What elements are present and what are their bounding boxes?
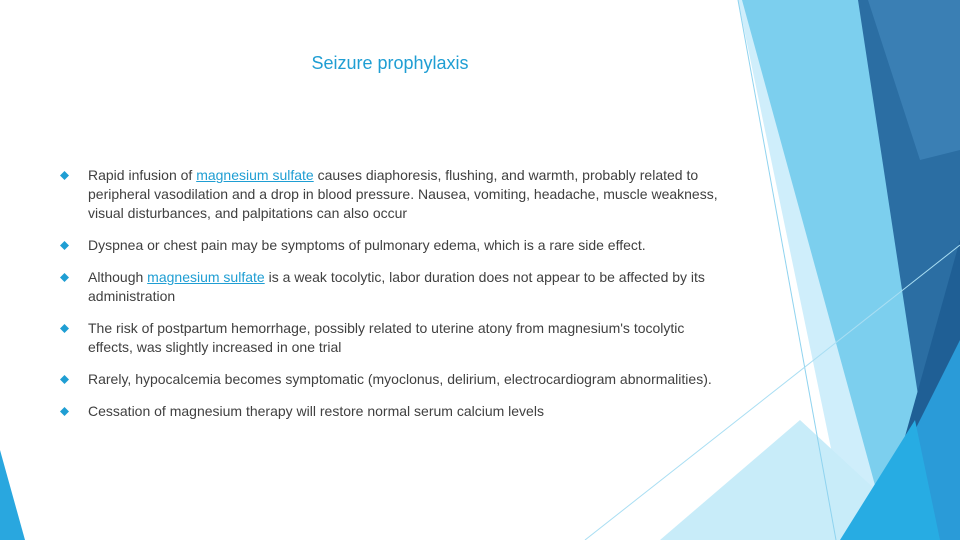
bullet-item [60,402,720,421]
bullet-text: Dyspnea or chest pain may be symptoms of pulmonary edema, which is a rare side effect. [88,237,646,253]
magnesium-sulfate-link[interactable]: magnesium sulfate [196,167,314,183]
bullet-text: Rapid infusion of [88,167,197,183]
slide-title: Seizure prophylaxis [311,53,469,73]
bullet-item [60,166,720,223]
diamond-bullet-icon [60,171,69,180]
diamond-bullet-icon [60,375,69,384]
bullet-text: causes diaphoresis, flushing, and warmth, probably related to peripheral vasodilation and a drop in blood pressure. Nausea, vomiting, headache, muscle weakness, visual disturbances, and palpitations can also occur [88,167,718,221]
bullet-text: The risk of postpartum hemorrhage, possibly related to uterine atony from magnesium's tocolytic effects, was slightly increased in one trial [88,320,685,355]
bullet-text: Although [88,269,148,285]
diamond-bullet-icon [60,324,69,333]
magnesium-sulfate-link[interactable]: magnesium sulfate [147,269,265,285]
bullet-text: Cessation of magnesium therapy will restore normal serum calcium levels [88,403,544,419]
diamond-bullet-icon [60,407,69,416]
bullet-item [60,370,720,389]
diamond-bullet-icon [60,273,69,282]
bullet-item [60,319,720,357]
bullet-text: Rarely, hypocalcemia becomes symptomatic (myoclonus, delirium, electrocardiogram abnormalities). [88,371,712,387]
bullet-text: is a weak tocolytic, labor duration does not appear to be affected by its administration [88,269,705,304]
diamond-bullet-icon [60,241,69,250]
bullet-item [60,268,720,306]
bullet-list [60,166,720,434]
bullet-item [60,236,720,255]
